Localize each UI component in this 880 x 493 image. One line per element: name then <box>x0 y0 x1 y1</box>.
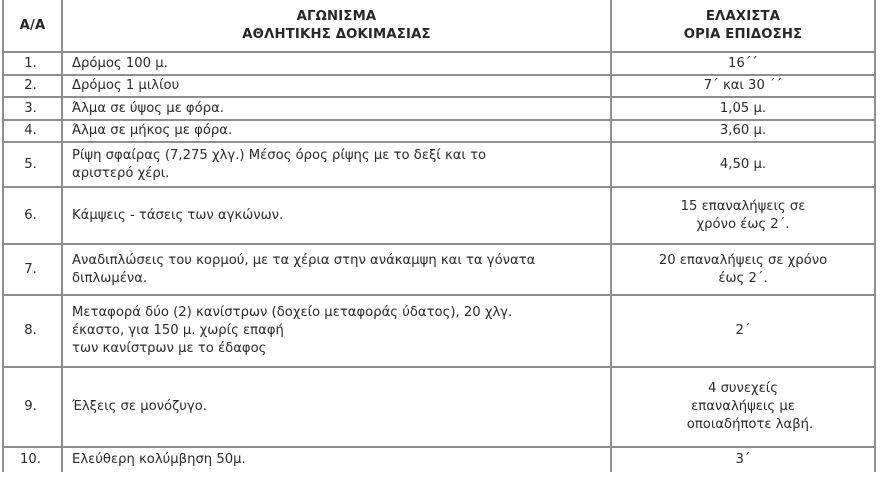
event-cell: Έλξεις σε μονόζυγο. <box>62 367 611 447</box>
limit-cell: 15 επαναλήψεις σε χρόνο έως 2΄. <box>611 187 875 244</box>
event-cell: Ρίψη σφαίρας (7,275 χλγ.) Μέσος όρος ρίψης με το δεξί και το αριστερό χέρι. <box>62 142 611 187</box>
table-row <box>3 75 875 97</box>
event-cell: Άλμα σε μήκος με φόρα. <box>62 120 611 142</box>
header-limit-line-1: ΕΛΑΧΙΣΤΑ <box>705 8 781 24</box>
requirements-table-container <box>2 0 874 472</box>
limit-cell: 16΄΄ <box>611 52 875 75</box>
header-event <box>62 0 611 52</box>
event-cell: Δρόμος 1 μιλίου <box>62 75 611 97</box>
table-row <box>3 120 875 142</box>
event-cell: Μεταφορά δύο (2) κανίστρων (δοχείο μεταφοράς ύδατος), 20 χλγ. έκαστο, για 150 μ. χωρίς επαφή των κανίστρων με το έδαφος <box>62 295 611 367</box>
row-number: 2. <box>3 75 62 97</box>
row-number: 5. <box>3 142 62 187</box>
header-event-line-2: ΑΘΛΗΤΙΚΗΣ ΔΟΚΙΜΑΣΙΑΣ <box>242 26 431 42</box>
limit-cell: 1,05 μ. <box>611 97 875 120</box>
limit-cell: 7΄ και 30 ΄΄ <box>611 75 875 97</box>
table-row <box>3 52 875 75</box>
header-limit-line-2: ΟΡΙΑ ΕΠΙΔΟΣΗΣ <box>683 26 803 42</box>
header-limit <box>611 0 875 52</box>
table-row <box>3 244 875 295</box>
table-row <box>3 367 875 447</box>
row-number: 9. <box>3 367 62 447</box>
header-aa: Α/Α <box>3 0 62 52</box>
limit-cell: 2΄ <box>611 295 875 367</box>
row-number: 8. <box>3 295 62 367</box>
event-cell: Δρόμος 100 μ. <box>62 52 611 75</box>
row-number: 7. <box>3 244 62 295</box>
row-number: 6. <box>3 187 62 244</box>
table-row <box>3 97 875 120</box>
row-number: 10. <box>3 447 62 472</box>
limit-cell: 4,50 μ. <box>611 142 875 187</box>
limit-cell: 3,60 μ. <box>611 120 875 142</box>
limit-cell: 4 συνεχείς επαναλήψεις με οποιαδήποτε λαβή. <box>611 367 875 447</box>
table-header-row <box>3 0 875 52</box>
table-row <box>3 142 875 187</box>
event-cell: Αναδιπλώσεις του κορμού, με τα χέρια στην ανάκαμψη και τα γόνατα διπλωμένα. <box>62 244 611 295</box>
table-row <box>3 295 875 367</box>
table-row <box>3 187 875 244</box>
athletic-requirements-table <box>2 0 876 472</box>
row-number: 1. <box>3 52 62 75</box>
event-cell: Κάμψεις - τάσεις των αγκώνων. <box>62 187 611 244</box>
row-number: 4. <box>3 120 62 142</box>
limit-cell: 3΄ <box>611 447 875 472</box>
limit-cell: 20 επαναλήψεις σε χρόνο έως 2΄. <box>611 244 875 295</box>
table-row <box>3 447 875 472</box>
row-number: 3. <box>3 97 62 120</box>
header-event-line-1: ΑΓΩΝΙΣΜΑ <box>296 8 377 24</box>
event-cell: Ελεύθερη κολύμβηση 50μ. <box>62 447 611 472</box>
event-cell: Άλμα σε ύψος με φόρα. <box>62 97 611 120</box>
